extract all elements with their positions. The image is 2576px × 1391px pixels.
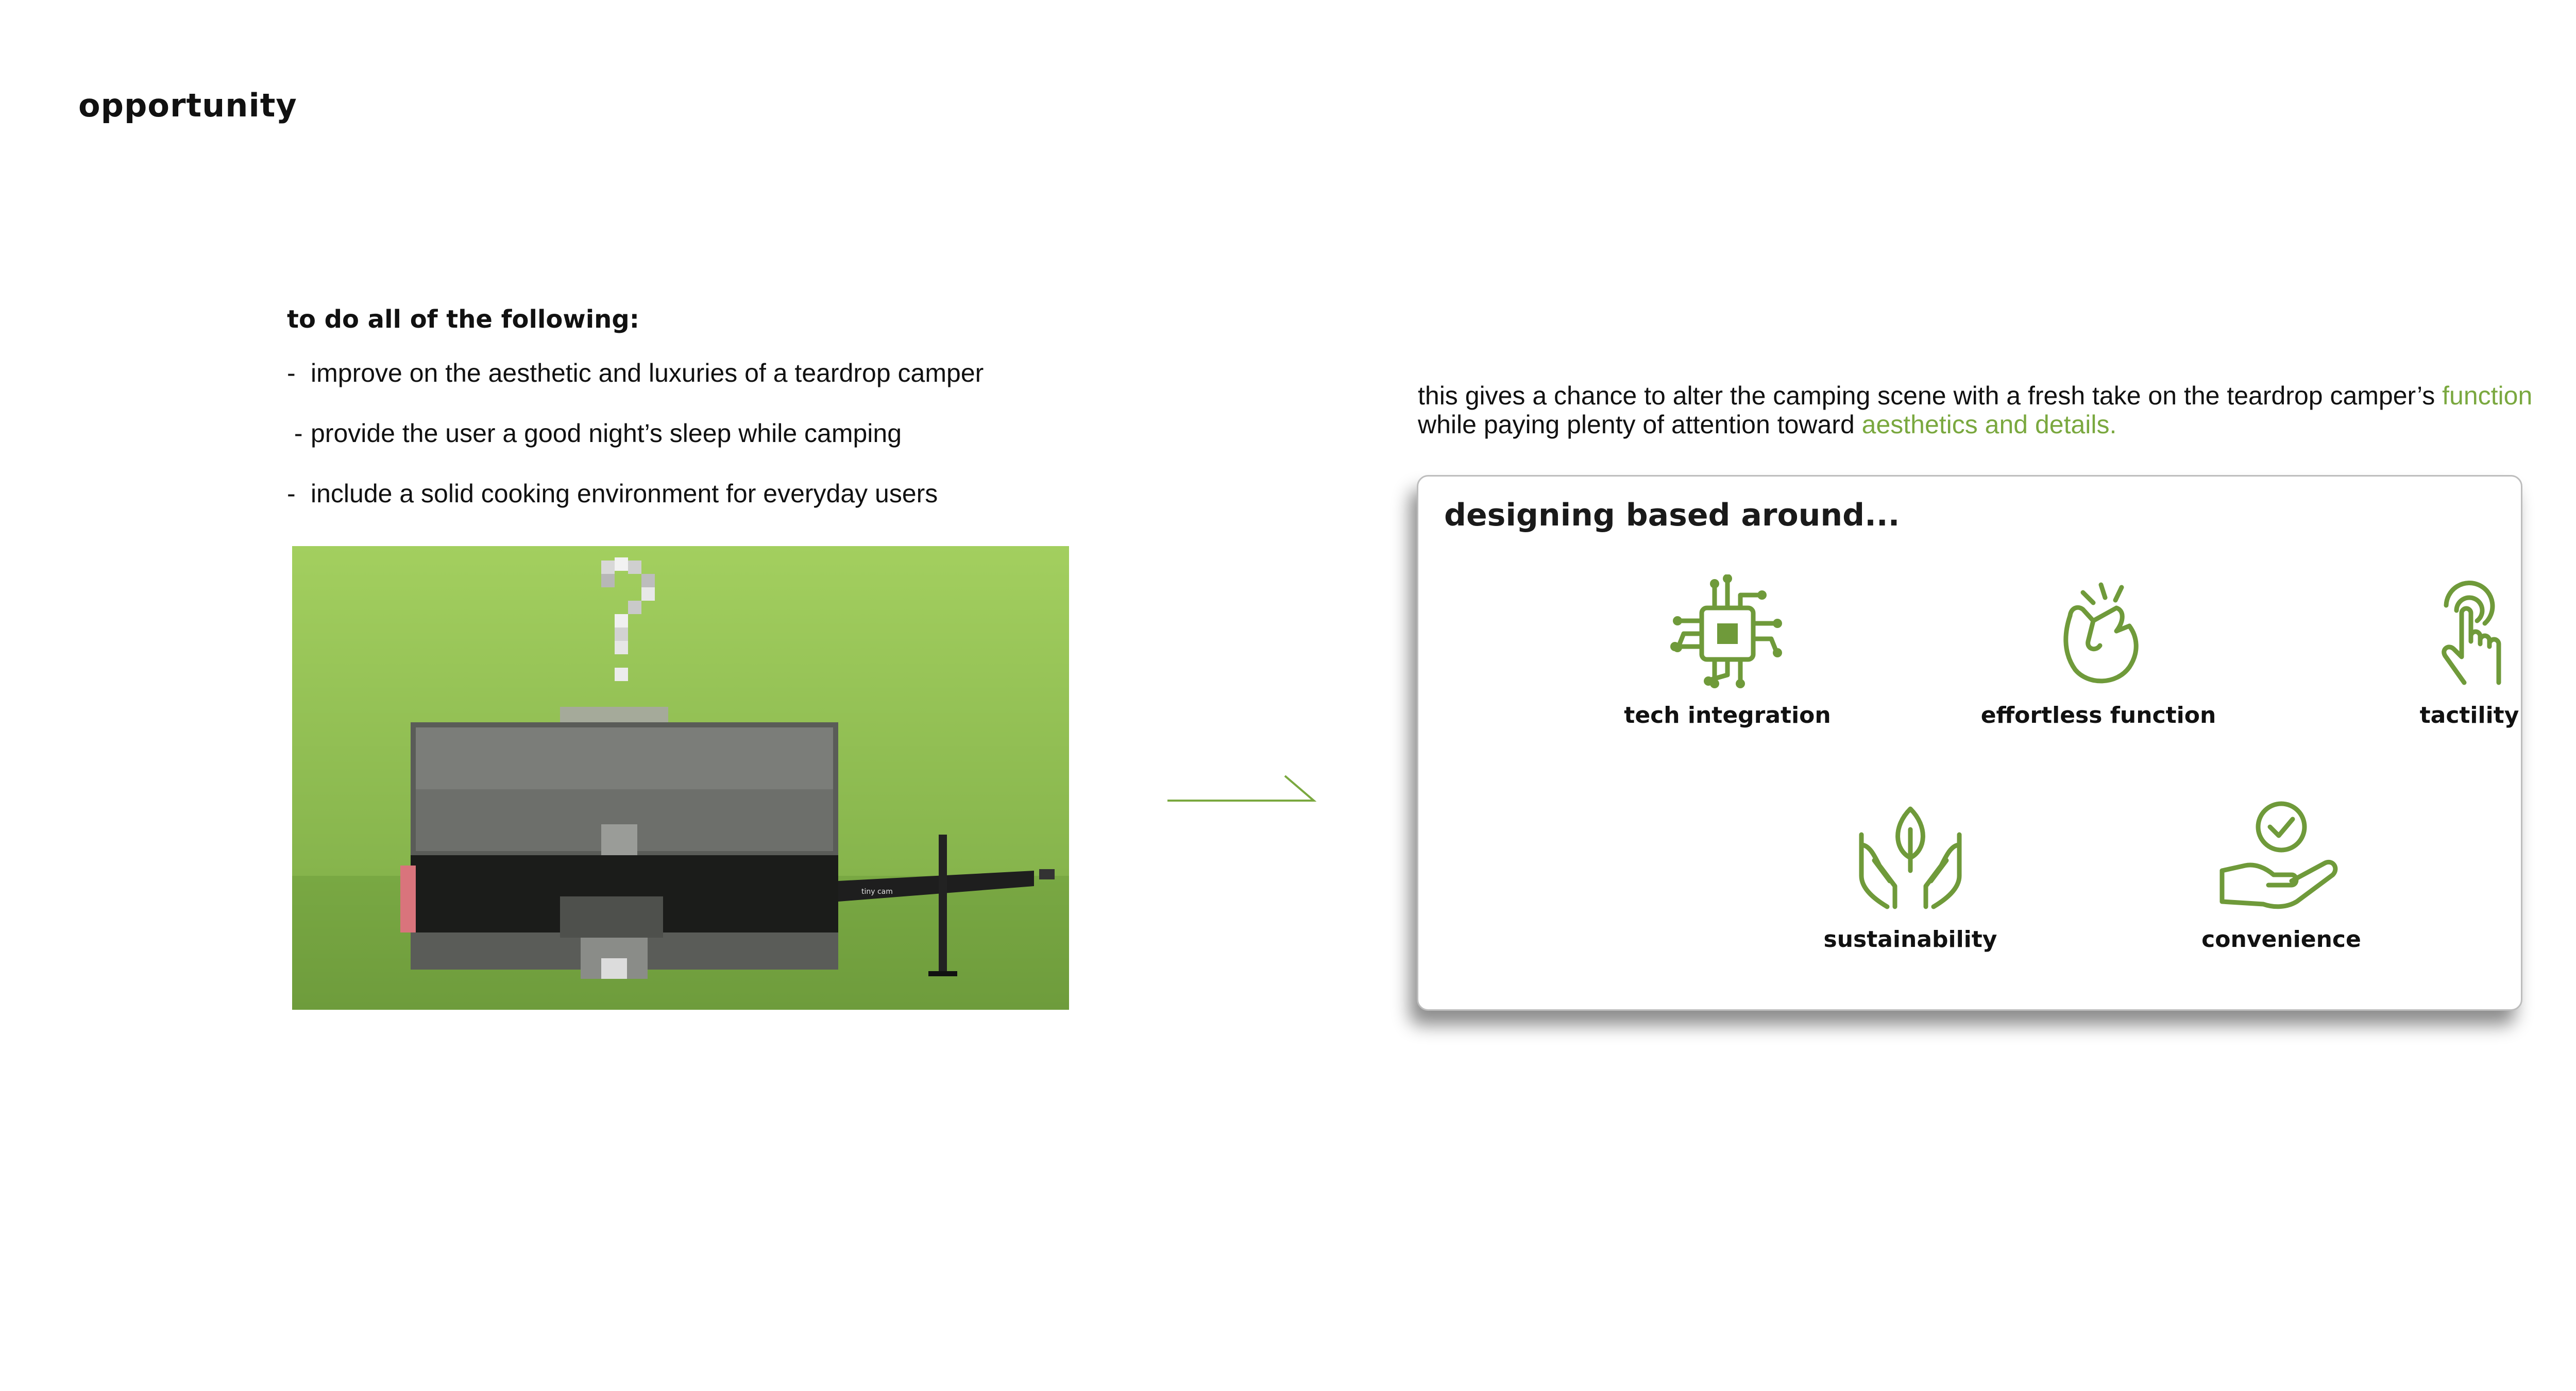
- goal-dash: -: [287, 479, 296, 508]
- feature-tech-integration: [1599, 574, 1856, 728]
- page-title: opportunity: [78, 87, 297, 124]
- trailer-image: [292, 546, 1069, 1010]
- goal-dash: -: [287, 419, 303, 448]
- feature-effortless-function: [1970, 574, 2227, 728]
- goals-intro: to do all of the following:: [287, 305, 639, 334]
- goal-item: [287, 479, 984, 539]
- design-principles-card: [1417, 475, 2522, 1011]
- hand-check-icon: [2214, 799, 2348, 917]
- goal-text: provide the user a good night’s sleep while camping: [311, 419, 902, 448]
- description-text: while paying plenty of attention toward: [1418, 410, 1862, 439]
- goal-list: [287, 358, 984, 539]
- opportunity-description: [1418, 381, 2576, 439]
- snap-fingers-icon: [2039, 574, 2158, 693]
- trailer-body: [400, 707, 838, 979]
- description-highlight: function: [2442, 381, 2533, 410]
- description-highlight: aesthetics and details.: [1861, 410, 2117, 439]
- trailer-brand-label: tiny cam: [861, 888, 893, 896]
- chip-icon: [1668, 574, 1787, 693]
- feature-label: sustainability: [1823, 926, 1997, 953]
- hands-leaf-icon: [1851, 799, 1970, 917]
- arrow-icon: [1165, 771, 1320, 809]
- feature-label: convenience: [2201, 926, 2361, 953]
- touch-icon: [2410, 574, 2529, 693]
- feature-convenience: [2153, 799, 2410, 953]
- card-title: designing based around...: [1444, 497, 1900, 533]
- trailer-illustration: [292, 546, 1069, 1010]
- description-text: this gives a chance to alter the camping scene with a fresh take on the teardrop camper’s: [1418, 381, 2443, 410]
- goal-text: improve on the aesthetic and luxuries of a teardrop camper: [311, 359, 984, 387]
- goal-item: [287, 418, 984, 479]
- feature-tactility: [2341, 574, 2576, 728]
- feature-label: effortless function: [1980, 702, 2216, 728]
- goal-dash: -: [287, 359, 296, 387]
- goal-item: [287, 358, 984, 418]
- feature-sustainability: [1782, 799, 2039, 953]
- goal-text: include a solid cooking environment for everyday users: [311, 479, 938, 508]
- feature-label: tactility: [2419, 702, 2519, 728]
- feature-label: tech integration: [1624, 702, 1831, 728]
